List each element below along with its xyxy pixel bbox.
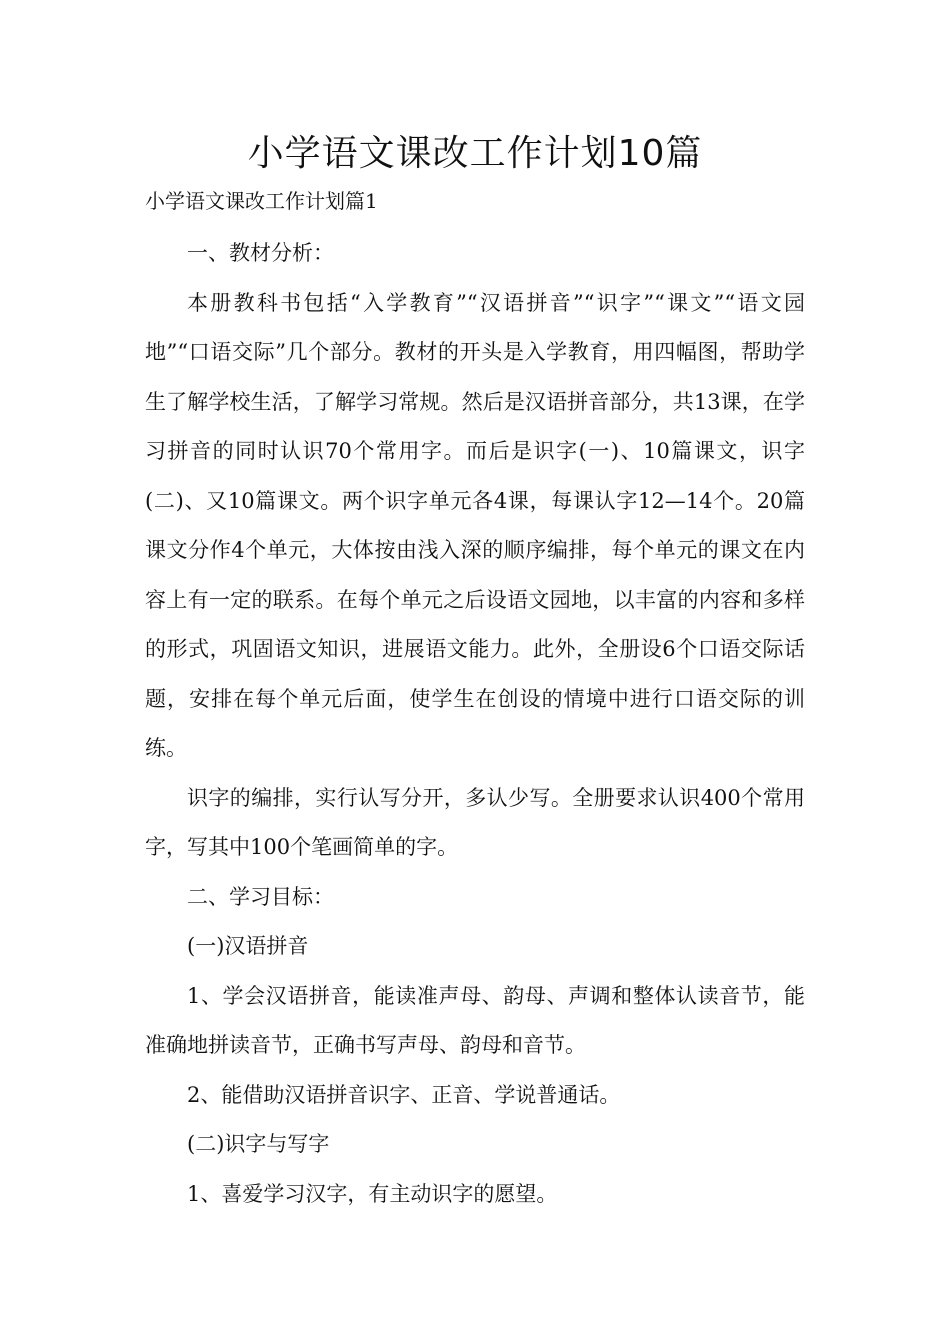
paragraph-textbook-contents: 本册教科书包括“入学教育”“汉语拼音”“识字”“课文”“语文园地”“口语交际”几个部分。教材的开头是入学教育，用四幅图，帮助学生了解学校生活，了解学习常规。然后是汉语拼音部分，共13课，在学习拼音的同时认识70个常用字。而后是识字(一)、10篇课文，识字(二)、又10篇课文。两个识字单元各4课，每课认字12—14个。20篇课文分作4个单元，大体按由浅入深的顺序编排，每个单元的课文在内容上有一定的联系。在每个单元之后设语文园地，以丰富的内容和多样的形式，巩固语文知识，进展语文能力。此外，全册设6个口语交际话题，安排在每个单元后面，使学生在创设的情境中进行口语交际的训练。 (145, 290, 805, 760)
paragraph-pinyin-goal-1: 1、学会汉语拼音，能读准声母、韵母、声调和整体认读音节，能准确地拼读音节，正确书写声母、韵母和音节。 (145, 983, 805, 1057)
paragraph-heading-learning-goals: 二、学习目标： (187, 884, 334, 909)
paragraph-literacy-goal-1: 1、喜爱学习汉字，有主动识字的愿望。 (187, 1181, 558, 1206)
paragraph-heading-textbook-analysis: 一、教材分析： (187, 241, 334, 265)
paragraph-heading-pinyin: (一)汉语拼音 (187, 934, 309, 958)
document-title: 小学语文课改工作计划10篇 (247, 133, 703, 174)
paragraph-heading-literacy-writing: (二)识字与写字 (187, 1132, 330, 1156)
paragraph-pinyin-goal-2: 2、能借助汉语拼音识字、正音、学说普通话。 (187, 1082, 621, 1107)
paragraph-literacy-arrangement: 识字的编排，实行认写分开，多认少写。全册要求认识400个常用字，写其中100个笔画简单的字。 (145, 785, 805, 859)
document-subtitle: 小学语文课改工作计划篇1 (145, 189, 378, 213)
document-body (145, 229, 805, 1219)
